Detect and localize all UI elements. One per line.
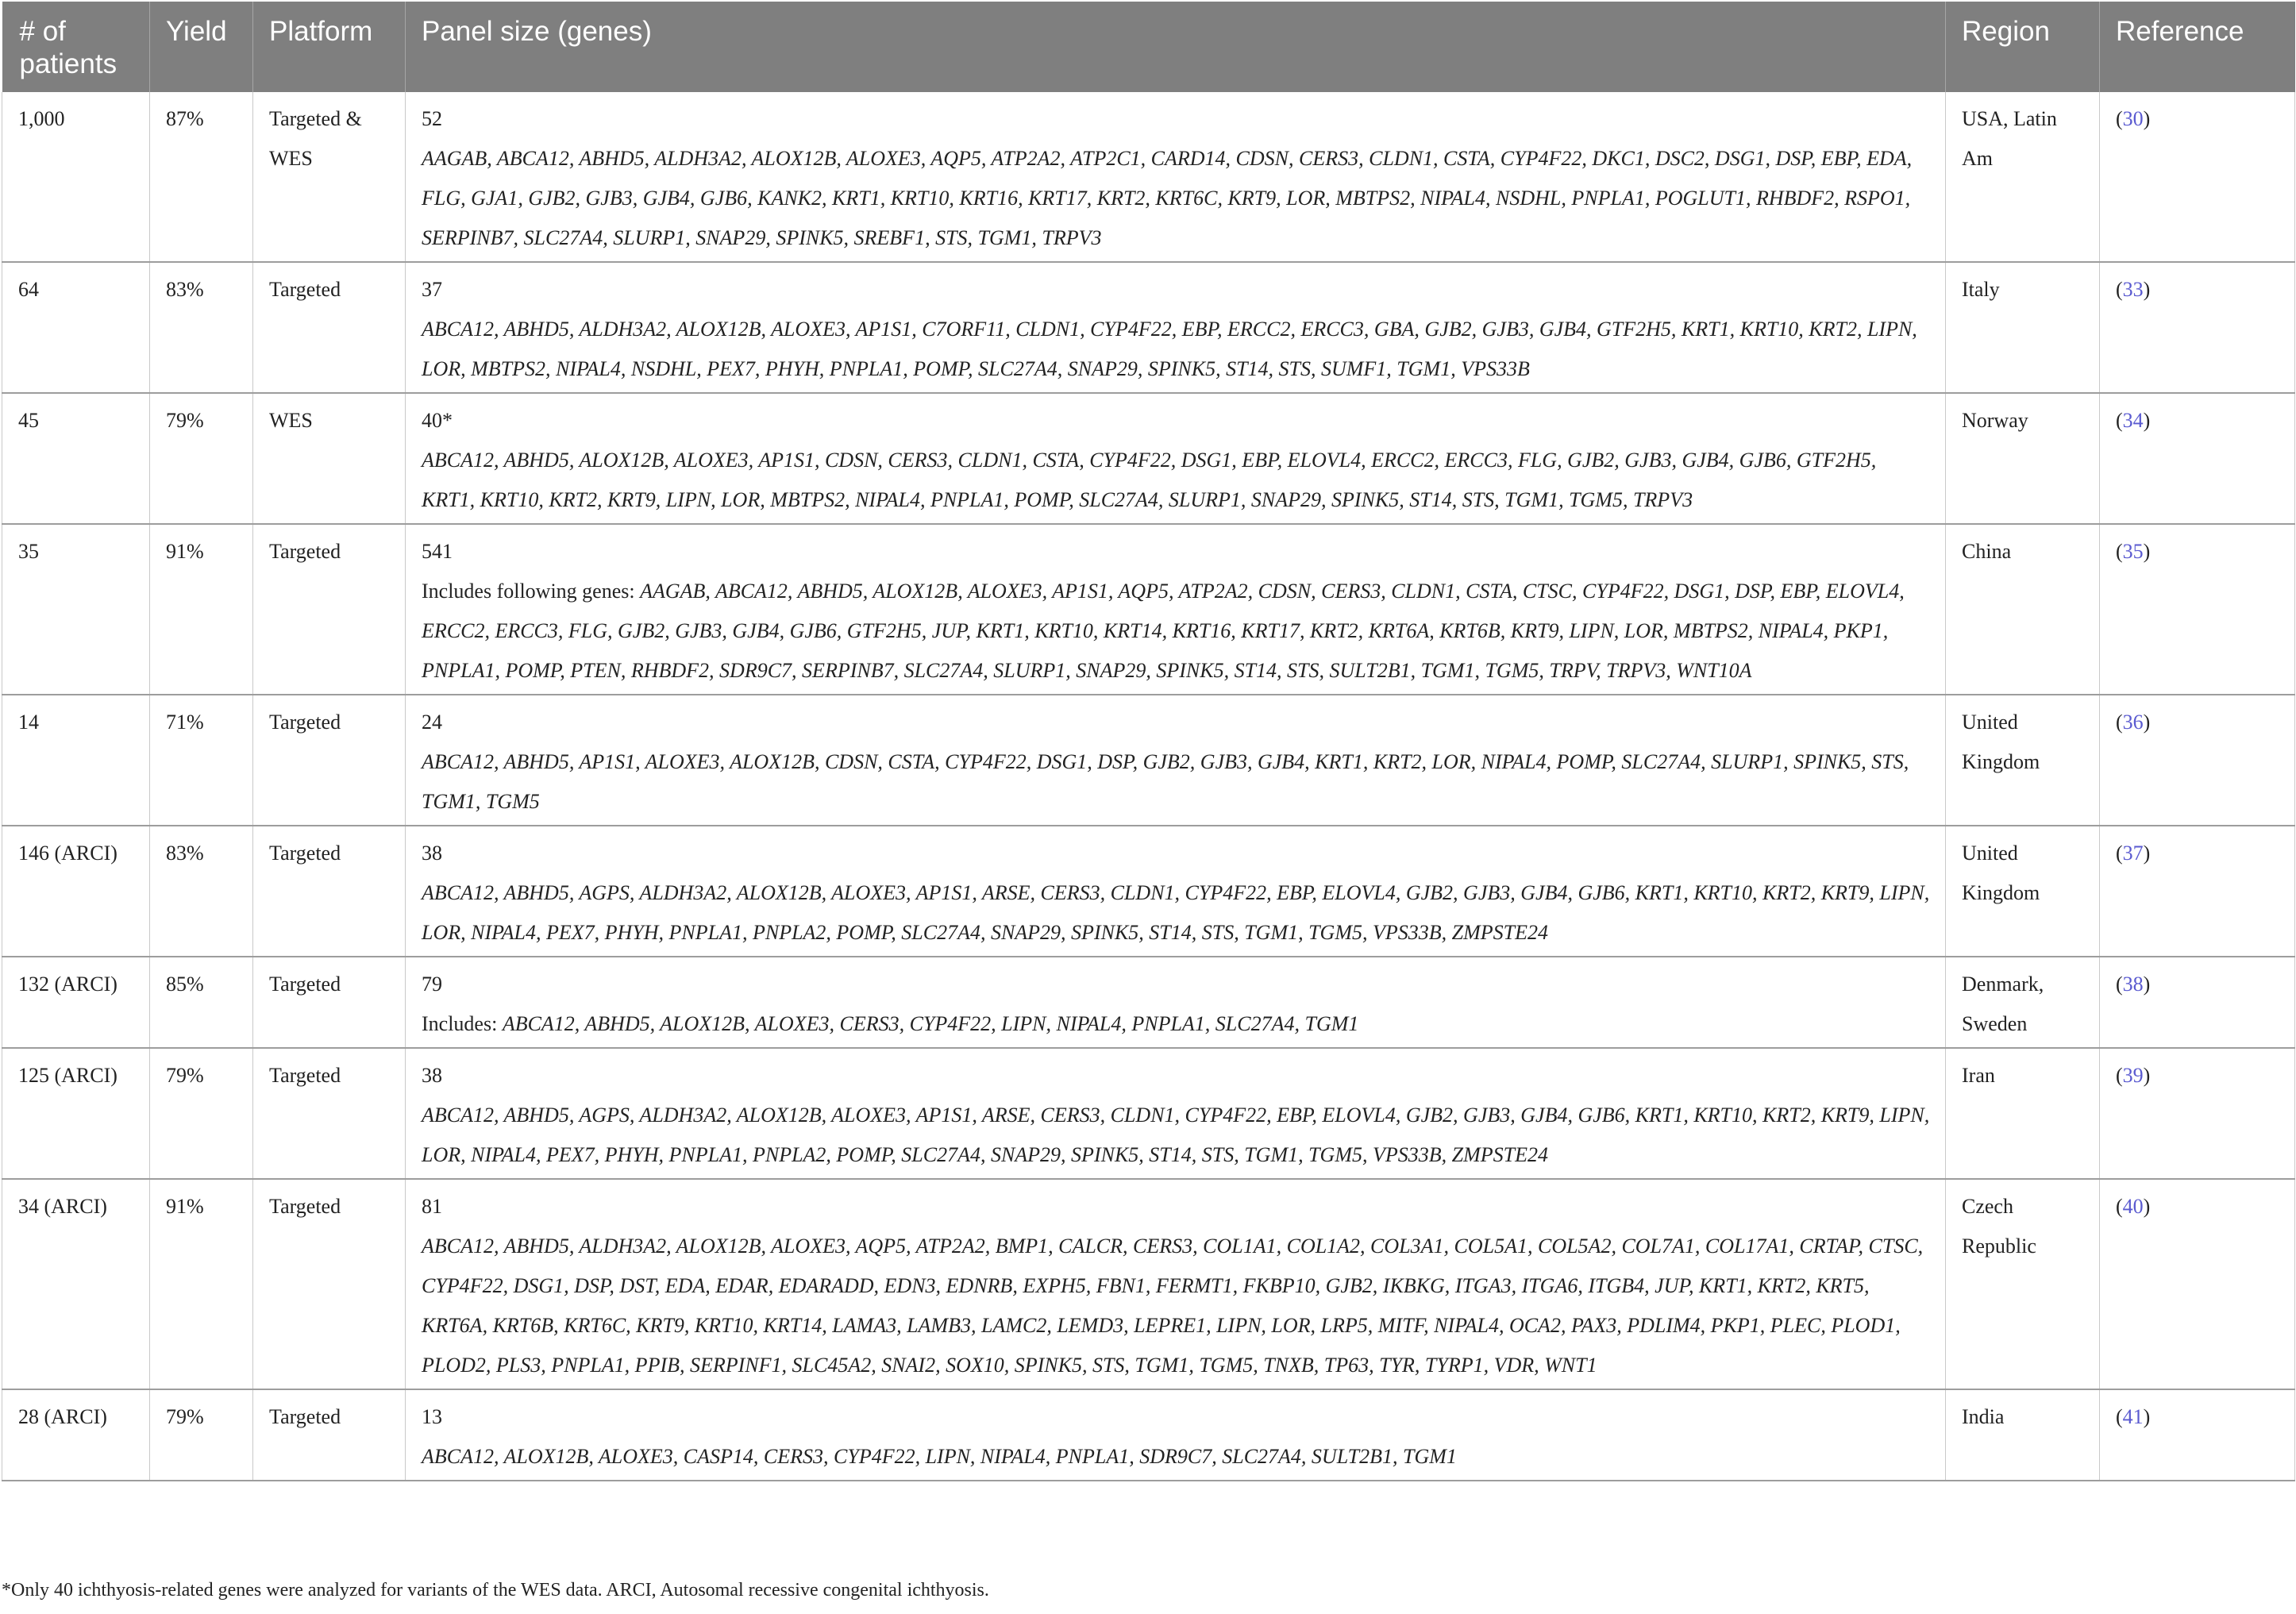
table-container [2,2,2294,1481]
reference-link[interactable]: 37 [2122,842,2144,865]
patients-value: 34 (ARCI) [18,1195,107,1218]
gene-list [422,441,1932,520]
cell-region [1946,92,2100,262]
platform-value: Targeted [269,1064,341,1087]
gene-names: AAGAB, ABCA12, ABHD5, ALOX12B, ALOXE3, AP1S1, AQP5, ATP2A2, CDSN, CERS3, CLDN1, CSTA, CTSC, CYP4F22, DSG1, DSP, EBP, ELOVL4, ERCC2, ERCC3, FLG, GJB2, GJB3, GJB4, GJB6, GTF2H5, JUP, KRT1, KRT10, KRT14, KRT16, KRT17, KRT2, KRT6A, KRT6B, KRT9, LIPN, LOR, MBTPS2, NIPAL4, PKP1, PNPLA1, POMP, PTEN, RHBDF2, SDR9C7, SERPINB7, SLC27A4, SLURP1, SNAP29, SPINK5, ST14, STS, SULT2B1, TGM1, TGM5, TRPV, TRPV3, WNT10A [422,580,1905,682]
gene-list [422,139,1932,258]
gene-list [422,873,1932,953]
cell-patients [2,826,150,957]
table-row [2,1179,2295,1389]
platform-value: Targeted [269,842,341,865]
reference-link[interactable]: 34 [2122,409,2144,432]
cell-panel [406,1048,1946,1179]
gene-names: ABCA12, ABHD5, ALDH3A2, ALOX12B, ALOXE3, AQP5, ATP2A2, BMP1, CALCR, CERS3, COL1A1, COL1A2, COL3A1, COL5A1, COL5A2, COL7A1, COL17A1, CRTAP, CTSC, CYP4F22, DSG1, DSP, DST, EDA, EDAR, EDARADD, EDN3, EDNRB, EXPH5, FBN1, FERMT1, FKBP10, GJB2, IKBKG, ITGA3, ITGA6, ITGB4, JUP, KRT1, KRT2, KRT5, KRT6A, KRT6B, KRT6C, KRT9, KRT10, KRT14, LAMA3, LAMB3, LAMC2, LEMD3, LEPRE1, LIPN, LOR, LRP5, MITF, NIPAL4, OCA2, PAX3, PDLIM4, PKP1, PLEC, PLOD1, PLOD2, PLS3, PNPLA1, PPIB, SERPINF1, SLC45A2, SNAI2, SOX10, SPINK5, STS, TGM1, TGM5, TNXB, TP63, TYR, TYRP1, VDR, WNT1 [422,1235,1924,1377]
table-row [2,262,2295,393]
reference-link[interactable]: 33 [2122,278,2144,301]
table-row [2,1389,2295,1481]
header-platform: Platform [253,2,406,92]
gene-list [422,572,1932,691]
region-value: Iran [1962,1064,1995,1087]
cell-region [1946,262,2100,393]
gene-names: ABCA12, ABHD5, ALOX12B, ALOXE3, AP1S1, CDSN, CERS3, CLDN1, CSTA, CYP4F22, DSG1, EBP, ELOVL4, ERCC2, ERCC3, FLG, GJB2, GJB3, GJB4, GJB6, GTF2H5, KRT1, KRT10, KRT2, KRT9, LIPN, LOR, MBTPS2, NIPAL4, PNPLA1, POMP, SLC27A4, SLURP1, SNAP29, SPINK5, ST14, STS, TGM1, TGM5, TRPV3 [422,449,1877,511]
reference-link[interactable]: 30 [2122,107,2144,130]
gene-list [422,1096,1932,1175]
header-panel-size: Panel size (genes) [406,2,1946,92]
gene-names: ABCA12, ABHD5, AGPS, ALDH3A2, ALOX12B, ALOXE3, AP1S1, ARSE, CERS3, CLDN1, CYP4F22, EBP, ELOVL4, GJB2, GJB3, GJB4, GJB6, KRT1, KRT10, KRT2, KRT9, LIPN, LOR, NIPAL4, PEX7, PHYH, PNPLA1, PNPLA2, POMP, SLC27A4, SNAP29, SPINK5, ST14, STS, TGM1, TGM5, VPS33B, ZMPSTE24 [422,1104,1930,1166]
table-row [2,524,2295,695]
platform-value: Targeted & WES [269,107,362,170]
yield-value: 79% [166,1064,204,1087]
header-yield: Yield [150,2,253,92]
cell-panel [406,524,1946,695]
table-row [2,92,2295,262]
gene-list [422,310,1932,389]
yield-value: 91% [166,540,204,563]
cell-patients [2,695,150,826]
cell-region [1946,1179,2100,1389]
cell-patients [2,1048,150,1179]
cell-yield [150,393,253,524]
gene-list [422,1004,1932,1044]
cell-reference: (35) [2100,524,2295,695]
cell-yield [150,1179,253,1389]
panel-size-value: 38 [422,1064,442,1087]
table-footnote: *Only 40 ichthyosis-related genes were analyzed for variants of the WES data. ARCI, Autosomal recessive congenital ichthyosis. [2,1580,989,1601]
platform-value: Targeted [269,973,341,996]
cell-patients [2,1389,150,1481]
patients-value: 64 [18,278,39,301]
platform-value: WES [269,409,313,432]
cell-yield [150,524,253,695]
table-row [2,695,2295,826]
reference-link[interactable]: 36 [2122,711,2144,734]
table-row [2,1048,2295,1179]
cell-platform [253,92,406,262]
cell-region [1946,695,2100,826]
table-row [2,826,2295,957]
cell-yield [150,695,253,826]
yield-value: 85% [166,973,204,996]
patients-value: 45 [18,409,39,432]
gene-names: ABCA12, ABHD5, ALDH3A2, ALOX12B, ALOXE3, AP1S1, C7ORF11, CLDN1, CYP4F22, EBP, ERCC2, ERCC3, GBA, GJB2, GJB3, GJB4, GTF2H5, KRT1, KRT10, KRT2, LIPN, LOR, MBTPS2, NIPAL4, NSDHL, PEX7, PHYH, PNPLA1, POMP, SLC27A4, SNAP29, SPINK5, ST14, STS, SUMF1, TGM1, VPS33B [422,318,1917,380]
patients-value: 132 (ARCI) [18,973,117,996]
cell-platform [253,262,406,393]
cell-yield [150,262,253,393]
cell-platform [253,1179,406,1389]
cell-yield [150,957,253,1048]
table-row [2,957,2295,1048]
cell-panel [406,826,1946,957]
header-row [2,2,2295,92]
reference-link[interactable]: 38 [2122,973,2144,996]
cell-patients [2,524,150,695]
gene-list [422,742,1932,822]
table-body [2,92,2295,1481]
panel-size-value: 52 [422,107,442,130]
platform-value: Targeted [269,1405,341,1428]
gene-names: ABCA12, ABHD5, AGPS, ALDH3A2, ALOX12B, ALOXE3, AP1S1, ARSE, CERS3, CLDN1, CYP4F22, EBP, ELOVL4, GJB2, GJB3, GJB4, GJB6, KRT1, KRT10, KRT2, KRT9, LIPN, LOR, NIPAL4, PEX7, PHYH, PNPLA1, PNPLA2, POMP, SLC27A4, SNAP29, SPINK5, ST14, STS, TGM1, TGM5, VPS33B, ZMPSTE24 [422,881,1930,944]
cell-region [1946,524,2100,695]
region-value: United Kingdom [1962,711,2040,773]
region-value: USA, Latin Am [1962,107,2057,170]
panel-size-value: 79 [422,973,442,996]
cell-region [1946,1389,2100,1481]
cell-platform [253,957,406,1048]
cell-reference: (36) [2100,695,2295,826]
yield-value: 91% [166,1195,204,1218]
cell-reference: (38) [2100,957,2295,1048]
patients-value: 146 (ARCI) [18,842,117,865]
cell-yield [150,92,253,262]
cell-platform [253,695,406,826]
cell-patients [2,1179,150,1389]
panel-size-value: 541 [422,540,453,563]
cell-reference: (39) [2100,1048,2295,1179]
yield-value: 79% [166,1405,204,1428]
cell-panel [406,695,1946,826]
patients-value: 35 [18,540,39,563]
region-value: Denmark, Sweden [1962,973,2044,1035]
platform-value: Targeted [269,278,341,301]
gene-panel-table [2,2,2295,1481]
panel-size-value: 81 [422,1195,442,1218]
cell-yield [150,1389,253,1481]
region-value: China [1962,540,2012,563]
yield-value: 87% [166,107,204,130]
cell-reference: (40) [2100,1179,2295,1389]
header-patients: # of patients [2,2,150,92]
cell-patients [2,393,150,524]
panel-size-value: 38 [422,842,442,865]
region-value: Czech Republic [1962,1195,2036,1258]
cell-patients [2,957,150,1048]
cell-patients [2,92,150,262]
reference-link[interactable]: 39 [2122,1064,2144,1087]
gene-names: ABCA12, ABHD5, AP1S1, ALOXE3, ALOX12B, CDSN, CSTA, CYP4F22, DSG1, DSP, GJB2, GJB3, GJB4, KRT1, KRT2, LOR, NIPAL4, POMP, SLC27A4, SLURP1, SPINK5, STS, TGM1, TGM5 [422,750,1909,813]
cell-region [1946,826,2100,957]
gene-names: AAGAB, ABCA12, ABHD5, ALDH3A2, ALOX12B, ALOXE3, AQP5, ATP2A2, ATP2C1, CARD14, CDSN, CERS3, CLDN1, CSTA, CYP4F22, DKC1, DSC2, DSG1, DSP, EBP, EDA, FLG, GJA1, GJB2, GJB3, GJB4, GJB6, KANK2, KRT1, KRT10, KRT16, KRT17, KRT2, KRT6C, KRT9, LOR, MBTPS2, NIPAL4, NSDHL, PNPLA1, POGLUT1, RHBDF2, RSPO1, SERPINB7, SLC27A4, SLURP1, SNAP29, SPINK5, SREBF1, STS, TGM1, TRPV3 [422,147,1913,249]
yield-value: 83% [166,842,204,865]
reference-link[interactable]: 41 [2122,1405,2144,1428]
gene-list-prefix: Includes: [422,1012,503,1035]
panel-size-value: 40* [422,409,453,432]
cell-reference: (41) [2100,1389,2295,1481]
cell-platform [253,524,406,695]
cell-panel [406,1179,1946,1389]
platform-value: Targeted [269,1195,341,1218]
header-region: Region [1946,2,2100,92]
platform-value: Targeted [269,711,341,734]
cell-reference: (34) [2100,393,2295,524]
region-value: Norway [1962,409,2028,432]
cell-platform [253,1048,406,1179]
table-row [2,393,2295,524]
cell-panel [406,393,1946,524]
cell-reference: (30) [2100,92,2295,262]
gene-list [422,1227,1932,1385]
panel-size-value: 24 [422,711,442,734]
yield-value: 83% [166,278,204,301]
cell-region [1946,957,2100,1048]
gene-names: ABCA12, ALOX12B, ALOXE3, CASP14, CERS3, CYP4F22, LIPN, NIPAL4, PNPLA1, SDR9C7, SLC27A4, SULT2B1, TGM1 [422,1445,1457,1468]
gene-list [422,1437,1932,1477]
cell-panel [406,262,1946,393]
patients-value: 1,000 [18,107,65,130]
cell-region [1946,1048,2100,1179]
gene-names: ABCA12, ABHD5, ALOX12B, ALOXE3, CERS3, CYP4F22, LIPN, NIPAL4, PNPLA1, SLC27A4, TGM1 [502,1012,1359,1035]
cell-yield [150,826,253,957]
panel-size-value: 13 [422,1405,442,1428]
cell-panel [406,1389,1946,1481]
region-value: United Kingdom [1962,842,2040,904]
yield-value: 71% [166,711,204,734]
header-reference: Reference [2100,2,2295,92]
cell-platform [253,1389,406,1481]
yield-value: 79% [166,409,204,432]
cell-yield [150,1048,253,1179]
patients-value: 28 (ARCI) [18,1405,107,1428]
cell-platform [253,393,406,524]
gene-list-prefix: Includes following genes: [422,580,641,603]
cell-panel [406,92,1946,262]
cell-reference: (37) [2100,826,2295,957]
region-value: Italy [1962,278,2000,301]
reference-link[interactable]: 35 [2122,540,2144,563]
cell-platform [253,826,406,957]
cell-region [1946,393,2100,524]
cell-patients [2,262,150,393]
table-header [2,2,2295,92]
patients-value: 14 [18,711,39,734]
cell-panel [406,957,1946,1048]
reference-link[interactable]: 40 [2122,1195,2144,1218]
patients-value: 125 (ARCI) [18,1064,117,1087]
region-value: India [1962,1405,2005,1428]
platform-value: Targeted [269,540,341,563]
panel-size-value: 37 [422,278,442,301]
cell-reference: (33) [2100,262,2295,393]
